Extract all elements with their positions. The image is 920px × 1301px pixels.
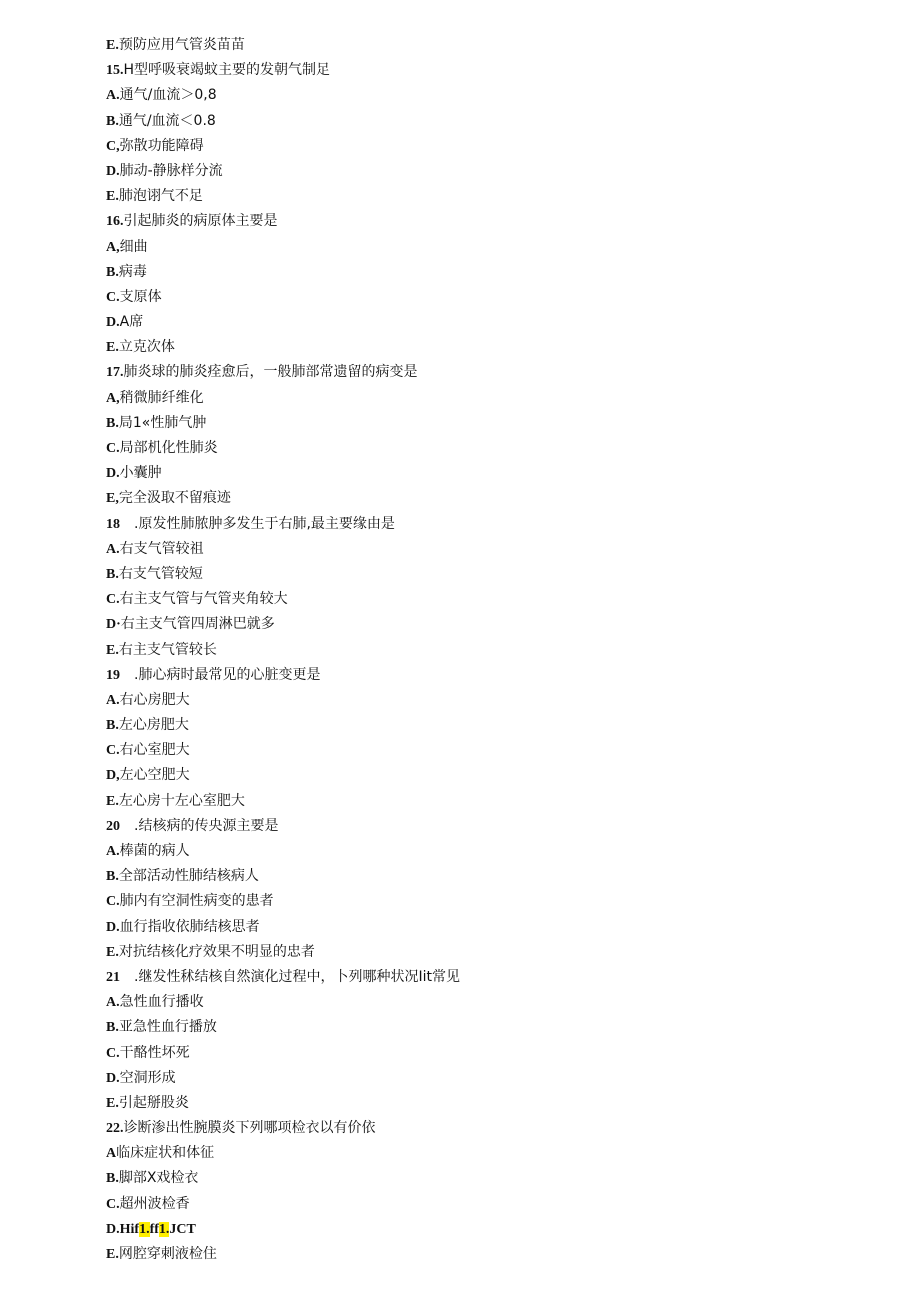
text-line <box>106 411 866 436</box>
item-label: D, <box>106 768 120 784</box>
item-text: 左心房肥大 <box>118 717 189 734</box>
text-line <box>106 738 866 763</box>
text-line <box>106 436 866 461</box>
text-line <box>106 1217 866 1242</box>
text-line <box>106 1141 866 1166</box>
item-label: E. <box>106 1095 119 1111</box>
highlight-mark: 1. <box>158 1221 170 1237</box>
item-text: 局部机化性肺炎 <box>119 440 218 456</box>
document-page <box>106 33 866 1267</box>
text-line <box>106 209 866 234</box>
item-text: 引起肺炎的病原体主要是 <box>123 213 278 230</box>
item-label: D. <box>106 163 120 179</box>
item-label: 16. <box>106 214 124 230</box>
item-label: D. <box>106 315 120 331</box>
text-line <box>106 33 866 58</box>
item-text: 棒菌的病人 <box>119 843 190 859</box>
item-label: C. <box>106 894 120 910</box>
item-label: E, <box>106 491 119 507</box>
item-label: B. <box>106 718 119 734</box>
text-line <box>106 814 866 839</box>
item-text: 血行指收依肺结核思者 <box>119 918 260 935</box>
item-text: 肺动-静脉样分流 <box>119 162 223 179</box>
text-line <box>106 386 866 411</box>
item-text: 小囊肿 <box>119 465 162 482</box>
text-line <box>106 486 866 511</box>
text-line <box>106 335 866 360</box>
item-label: B. <box>106 264 119 280</box>
text-line <box>106 763 866 788</box>
text-line <box>106 537 866 562</box>
text-line <box>106 940 866 965</box>
item-text <box>120 1222 196 1237</box>
text-line <box>106 1242 866 1267</box>
text-line <box>106 562 866 587</box>
item-label: E. <box>106 793 119 809</box>
text-fragment: Hif <box>119 1221 140 1237</box>
item-text: 右支气管较祖 <box>119 540 204 557</box>
item-label: C, <box>106 138 120 154</box>
item-label: D. <box>106 1221 120 1237</box>
item-text: 右心房肥大 <box>119 691 190 708</box>
text-line <box>106 58 866 83</box>
item-label: A. <box>106 541 120 557</box>
text-line <box>106 1116 866 1141</box>
item-text: .结核病的传央源主要是 <box>134 817 279 834</box>
text-line <box>106 461 866 486</box>
text-line <box>106 83 866 108</box>
item-label: B. <box>106 113 119 129</box>
item-text: 临床症状和体征 <box>116 1145 215 1162</box>
text-line <box>106 713 866 738</box>
item-label: C. <box>106 441 120 456</box>
text-line <box>106 1166 866 1191</box>
text-fragment: JCT <box>169 1221 196 1237</box>
text-line <box>106 109 866 134</box>
item-label: D. <box>106 919 120 935</box>
text-line <box>106 159 866 184</box>
text-fragment: ff <box>149 1221 159 1237</box>
item-label: 18 <box>106 516 120 532</box>
highlight-mark: 1. <box>139 1221 150 1237</box>
text-line <box>106 184 866 209</box>
item-label: 19 <box>106 667 120 683</box>
item-label: B. <box>106 1171 119 1187</box>
text-line <box>106 915 866 940</box>
item-label: B. <box>106 869 119 885</box>
text-line <box>106 587 866 612</box>
item-text: 干酪性坏死 <box>119 1044 190 1061</box>
item-label: C. <box>106 1196 120 1212</box>
item-text: 全部活动性肺结核病人 <box>118 868 259 885</box>
item-text: .原发性肺脓肿多发生于右肺,最主要缘由是 <box>134 515 395 532</box>
item-text: 稍微肺纤维化 <box>119 389 204 406</box>
item-label: B. <box>106 415 119 431</box>
item-label: 20 <box>106 818 120 834</box>
text-line <box>106 990 866 1015</box>
item-text: 左心房十左心室肥大 <box>118 792 245 809</box>
item-label: 17. <box>106 365 124 381</box>
item-label: C. <box>106 1045 120 1061</box>
item-text: 完全汲取不留痕迹 <box>118 490 231 507</box>
item-label: A, <box>106 390 120 406</box>
item-label: E. <box>106 944 119 960</box>
item-label: E. <box>106 1247 119 1262</box>
text-line <box>106 638 866 663</box>
item-text: 病毒 <box>118 263 147 280</box>
item-label: E. <box>106 642 119 658</box>
item-text: 对抗结核化疗效果不明显的忠者 <box>118 943 315 960</box>
item-text: 超州波检香 <box>119 1195 190 1212</box>
item-text: 脚部X戏检衣 <box>118 1170 199 1187</box>
text-line <box>106 1015 866 1040</box>
text-line <box>106 864 866 889</box>
text-line <box>106 688 866 713</box>
item-text: 肺炎球的肺炎痊愈后，一般肺部常遗留的病变是 <box>123 364 418 381</box>
item-text: 右主支气管与气管夹角较大 <box>119 591 288 608</box>
item-label: A <box>106 1146 117 1162</box>
item-text: 引起掰股炎 <box>118 1094 189 1111</box>
item-text: 诊断渗出性腕膜炎下列哪项检衣以有价依 <box>123 1120 376 1137</box>
item-label: A. <box>106 88 120 104</box>
text-line <box>106 1066 866 1091</box>
item-label: C. <box>106 743 120 759</box>
item-label: B. <box>106 566 119 582</box>
item-text: 右支气管较短 <box>118 565 203 582</box>
item-text: 立克次体 <box>118 339 175 356</box>
item-text: 右主支气管四周淋巴就多 <box>120 616 275 633</box>
text-line <box>106 1192 866 1217</box>
item-text: 支原体 <box>119 288 162 305</box>
item-label: E. <box>106 38 119 53</box>
text-line <box>106 612 866 637</box>
text-line <box>106 1041 866 1066</box>
item-text: 通气/血流＞0,8 <box>119 87 217 104</box>
item-text: 左心空肥大 <box>119 767 190 784</box>
item-text: A席 <box>119 314 144 331</box>
item-label: 22. <box>106 1121 124 1137</box>
text-line <box>106 965 866 990</box>
text-line <box>106 235 866 260</box>
item-label: D. <box>106 466 120 482</box>
item-label: D. <box>106 1070 120 1086</box>
item-label: C. <box>106 592 120 608</box>
item-text: 肺泡诩气不足 <box>118 188 203 205</box>
item-label: E. <box>106 189 119 205</box>
text-line <box>106 310 866 335</box>
item-text: 细曲 <box>119 238 148 255</box>
text-line <box>106 285 866 310</box>
item-text: 空洞形成 <box>119 1069 176 1086</box>
item-label: 21 <box>106 969 120 985</box>
item-text: 预防应用气管炎苗苗 <box>118 37 245 53</box>
text-line <box>106 260 866 285</box>
item-text: H型呼吸衰竭蚊主要的发朝气制足 <box>123 62 331 79</box>
item-label: A. <box>106 995 120 1011</box>
text-line <box>106 839 866 864</box>
item-label: B. <box>106 1020 119 1036</box>
item-text: 亚急性血行播放 <box>118 1019 217 1036</box>
text-line <box>106 134 866 159</box>
item-label: E. <box>106 340 119 356</box>
item-label: A. <box>106 844 120 859</box>
text-line <box>106 789 866 814</box>
item-text: 右主支气管较长 <box>118 641 217 658</box>
item-label: 15. <box>106 63 124 79</box>
item-text: .继发性秫结核自然演化过程中，卜列哪种状况Iit常见 <box>134 968 460 985</box>
item-label: A. <box>106 692 120 708</box>
item-text: 肺内有空洞性病变的患者 <box>119 893 274 910</box>
item-text: 急性血行播收 <box>119 994 204 1011</box>
item-label: D· <box>106 617 121 633</box>
item-text: 通气/血流＜0.8 <box>118 112 216 129</box>
text-line <box>106 512 866 537</box>
item-text: .肺心病时最常见的心脏变更是 <box>134 666 321 683</box>
item-text: 弥散功能障碍 <box>119 137 204 154</box>
text-line <box>106 889 866 914</box>
text-line <box>106 360 866 385</box>
text-line <box>106 663 866 688</box>
item-text: 网腔穿刺液检住 <box>118 1246 217 1262</box>
item-label: A, <box>106 239 120 255</box>
text-line <box>106 1091 866 1116</box>
item-text: 局1«性肺气肿 <box>118 414 207 431</box>
item-text: 右心室肥大 <box>119 742 190 759</box>
item-label: C. <box>106 289 120 305</box>
